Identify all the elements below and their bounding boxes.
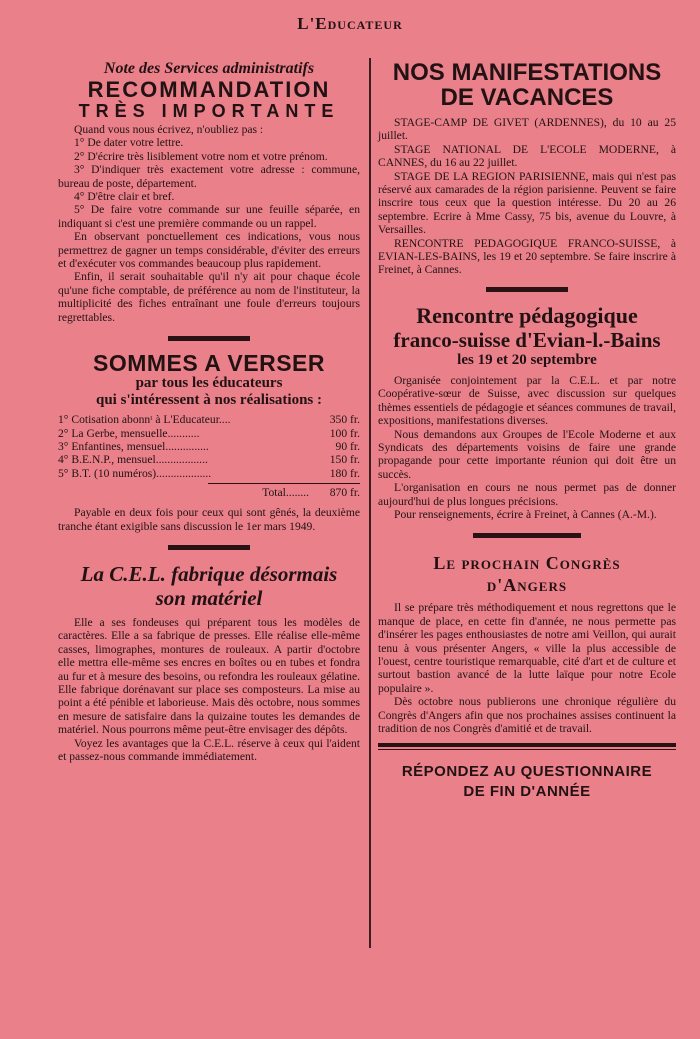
rencontre-paragraph-3: L'organisation en cours ne nous permet pas de donner aujourd'hui de plus longues précisions. <box>378 481 676 508</box>
table-row <box>58 453 360 466</box>
sommes-subtitle-2: qui s'intéressent à nos réalisations : <box>96 392 322 409</box>
row-amount: 350 fr. <box>329 413 360 427</box>
manifestations-title-1: NOS MANIFESTATIONS <box>392 59 662 86</box>
manif-item-cannes: STAGE NATIONAL DE L'ECOLE MODERNE, à CANNES, du 16 au 22 juillet. <box>378 142 676 170</box>
row-amount: 150 fr. <box>329 453 360 467</box>
manif-item-parisienne: STAGE DE LA REGION PARISIENNE, mais qui n'est pas réservé aux camarades de la région parisienne. Peuvent se faire inscrire tous ceux que la question intéresse. Du 20 au 26 septembre. Ecrire à Mme Cassy, 75 bis, avenue du Louvre, à Versailles. <box>378 169 676 237</box>
admin-item-5: 5° De faire votre commande sur une feuille séparée, en indiquant si c'est une première commande ou un rappel. <box>58 203 360 230</box>
rencontre-title-1: Rencontre pédagogique <box>416 302 638 328</box>
cel-section <box>58 562 360 763</box>
manifestations-title-2: DE VACANCES <box>440 84 614 111</box>
total-label: Total........ <box>262 486 310 500</box>
admin-paragraph-3: Enfin, il serait souhaitable qu'il n'y ait pour chaque école qu'une fiche comptable, de préférence au nom de l'instituteur, la multiplicité des fiches entraînant une foule d'erreurs toujours regrettables. <box>58 270 360 324</box>
manif-item-evian: RENCONTRE PEDAGOGIQUE FRANCO-SUISSE, à EVIAN-LES-BAINS, les 19 et 20 septembre. Se faire inscrire à Freinet, à Cannes. <box>378 236 676 277</box>
table-row <box>58 467 360 480</box>
total-rule <box>208 483 360 484</box>
congres-title-1: Le prochain Congrès <box>433 553 621 574</box>
rencontre-section <box>378 304 676 521</box>
cel-title-1: La C.E.L. fabrique désormais <box>80 561 338 586</box>
row-amount: 180 fr. <box>329 466 360 480</box>
admin-item-1: 1° De dater votre lettre. <box>74 136 184 150</box>
left-column <box>58 60 360 763</box>
section-bar-thin <box>378 749 676 750</box>
row-label: 5° B.T. (10 numéros)................... <box>58 466 212 480</box>
questionnaire-line-1: RÉPONDEZ AU QUESTIONNAIRE <box>401 763 653 781</box>
admin-intro: Quand vous nous écrivez, n'oubliez pas : <box>74 123 264 136</box>
congres-title-2: d'Angers <box>486 575 568 596</box>
rencontre-paragraph-2: Nous demandons aux Groupes de l'Ecole Moderne et aux Syndicats des départements voisins de faire une grande propagande pour cette importante réunion qui doit être un succès. <box>378 427 676 481</box>
questionnaire-notice <box>378 762 676 802</box>
column-divider <box>369 58 371 948</box>
rencontre-date: les 19 et 20 septembre <box>457 351 597 368</box>
admin-note-label: Note des Services administratifs <box>103 60 315 77</box>
admin-title-1: RECOMMANDATION <box>87 77 331 102</box>
total-line <box>58 486 360 500</box>
row-label: 1° Cotisation abonnᵗ à L'Educateur.... <box>58 413 231 427</box>
page-header: L'Educateur <box>297 14 403 33</box>
table-row <box>58 440 360 453</box>
congres-paragraph-2: Dès octobre nous publierons une chronique régulière du Congrès d'Angers afin que nos prochaines assises continuent la tradition de nos Congrès d'amitié et de travail. <box>378 695 676 735</box>
manif-item-givet: STAGE-CAMP DE GIVET (ARDENNES), du 10 au 25 juillet. <box>378 116 676 143</box>
admin-item-2: 2° D'écrire très lisiblement votre nom et votre prénom. <box>74 149 328 163</box>
rencontre-paragraph-4: Pour renseignements, écrire à Freinet, à Cannes (A.-M.). <box>394 507 657 521</box>
table-row <box>58 427 360 440</box>
cel-paragraph-1: Elle a ses fondeuses qui préparent tous les modèles de caractères. Elle a sa fabrique de presses. Elle réalise elle-même casses, limographes, montures de rouleaux. A partir d'octobre elle mettra elle-même ses encres en boîtes ou en tubes et fondra au fur et à mesure des besoins, ou refondra les rouleaux gélatine. Elle fabrique dorénavant sur place ses composteurs. La mise au point a été pénible et laborieuse. Mais dès octobre, nous sommes en mesure de satisfaire dans la quizaine toutes les demandes de matériel. Nous pourrons même peut-être envisager des dépôts. <box>58 615 360 737</box>
cel-paragraph-2: Voyez les avantages que la C.E.L. réserve à ceux qui l'aident et passez-nous commande immédiatement. <box>58 736 360 763</box>
sommes-title: SOMMES A VERSER <box>93 350 325 377</box>
section-bar <box>168 545 250 550</box>
section-bar <box>486 287 568 292</box>
congres-section <box>378 552 676 735</box>
section-bar-thick <box>378 743 676 747</box>
section-bar <box>168 336 250 341</box>
manifestations-section <box>378 60 676 277</box>
section-bar <box>473 533 581 538</box>
cel-title-2: son matériel <box>155 585 263 610</box>
rencontre-paragraph-1: Organisée conjointement par la C.E.L. et par notre Coopérative-sœur de Suisse, avec discussion sur quelques thèmes essentiels de pédagogie et séances communes de travail, expositions, manifestations diverses. <box>378 373 676 428</box>
rencontre-title-2: franco-suisse d'Evian-l.-Bains <box>393 327 661 352</box>
row-label: 4° B.E.N.P., mensuel.................. <box>58 453 208 467</box>
admin-item-4: 4° D'être clair et bref. <box>74 190 175 204</box>
total-amount: 870 fr. <box>329 486 360 500</box>
congres-paragraph-1: Il se prépare très méthodiquement et nous regrettons que le manque de place, en cette fin d'année, ne nous permette pas d'insérer les pages enthousiastes de notre ami Veillon, qui aurait tenu à vous présenter Angers, « ville la plus accessible de l'ouest, centre touristique remarquable, cité d'art et de culture et surtout bastion avancé de la lutte laïque pour notre Ecole populaire ». <box>378 601 676 695</box>
right-column <box>378 60 676 802</box>
admin-note-section <box>58 60 360 324</box>
sommes-table <box>58 413 360 480</box>
questionnaire-line-2: DE FIN D'ANNÉE <box>463 783 591 801</box>
sommes-subtitle-1: par tous les éducateurs <box>135 375 283 392</box>
row-label: 2° La Gerbe, mensuelle........... <box>58 426 200 440</box>
sommes-payment-note: Payable en deux fois pour ceux qui sont gênés, la deuxième tranche étant exigible sans discussion le 1er mars 1949. <box>58 506 360 533</box>
admin-title-2: TRÈS IMPORTANTE <box>78 101 340 121</box>
row-amount: 90 fr. <box>335 439 360 453</box>
table-row <box>58 413 360 426</box>
admin-item-3: 3° D'indiquer très exactement votre adresse : commune, bureau de poste, département. <box>58 163 360 190</box>
sommes-section <box>58 351 360 533</box>
admin-paragraph-2: En observant ponctuellement ces indications, vous nous permettrez de gagner un temps considérable, d'éviter des erreurs et d'exécuter vos commandes beaucoup plus rapidement. <box>58 230 360 271</box>
row-amount: 100 fr. <box>329 426 360 440</box>
row-label: 3° Enfantines, mensuel............... <box>58 439 209 453</box>
